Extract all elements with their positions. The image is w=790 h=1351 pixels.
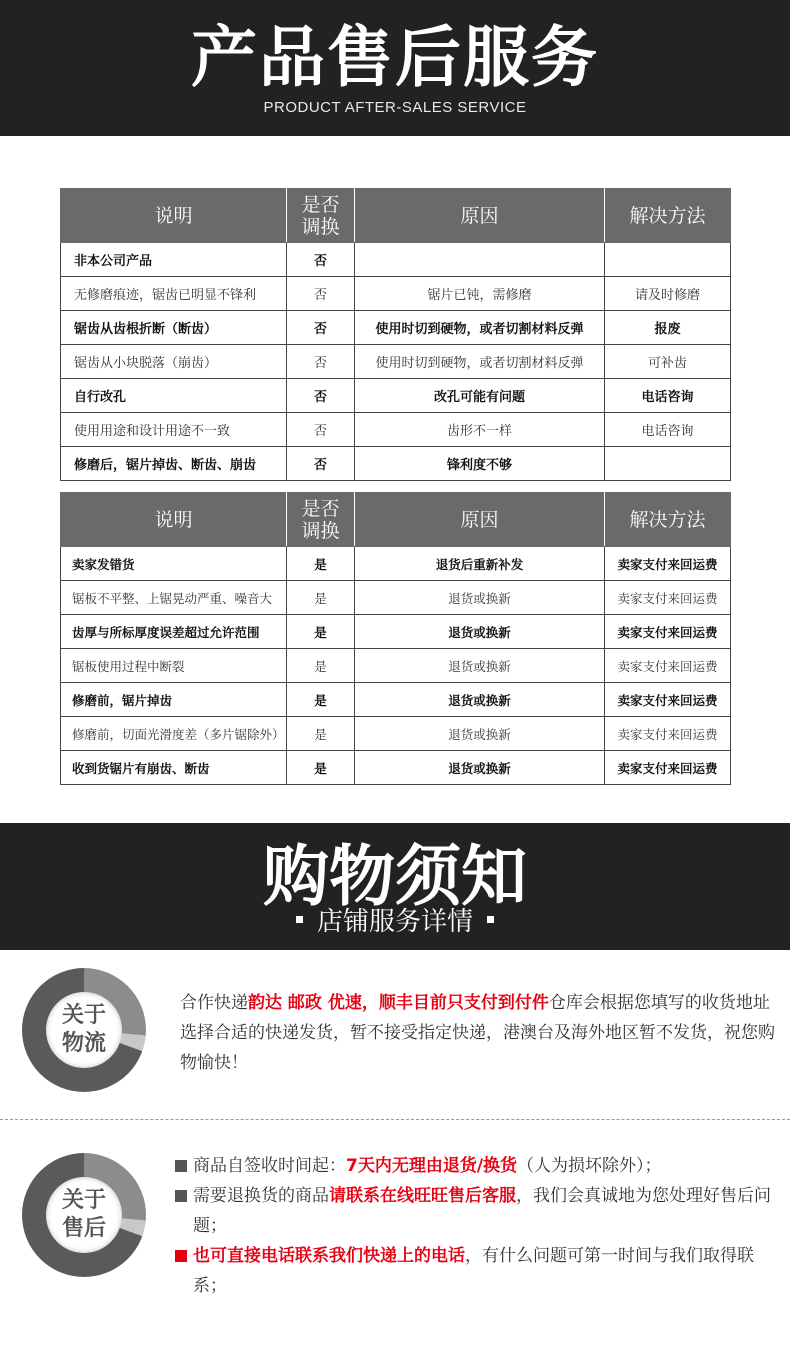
- cell-solution: 卖家支付来回运费: [605, 683, 731, 717]
- cell-solution: [605, 243, 731, 277]
- service-table-no-exchange: [60, 188, 731, 481]
- cell-exchange: 否: [287, 345, 355, 379]
- square-bullet-icon: [175, 1190, 187, 1202]
- cell-description: 修磨前，切面光滑度差（多片锯除外）: [61, 717, 287, 751]
- cell-exchange: 否: [287, 311, 355, 345]
- cell-description: 非本公司产品: [61, 243, 287, 277]
- cell-exchange: 是: [287, 649, 355, 683]
- cell-description: 无修磨痕迹，锯齿已明显不锋利: [61, 277, 287, 311]
- cell-exchange: 是: [287, 683, 355, 717]
- table-row: [61, 615, 731, 649]
- after-sales-banner: [0, 0, 790, 136]
- header-description: 说明: [61, 493, 287, 547]
- cell-description: 修磨前，锯片掉齿: [61, 683, 287, 717]
- header-exchange: 是否调换: [287, 189, 355, 243]
- cell-solution: 电话咨询: [605, 379, 731, 413]
- cell-reason: 锋利度不够: [355, 447, 605, 481]
- dashed-divider: [0, 1119, 790, 1120]
- logistics-text: 合作快递韵达 邮政 优速，顺丰目前只支付到付件仓库会根据您填写的收货地址选择合适的快递发货，暂不接受指定快递，港澳台及海外地区暂不发货，祝您购物愉快！: [180, 993, 775, 1073]
- cell-description: 自行改孔: [61, 379, 287, 413]
- aftersale-bullets: [173, 1151, 783, 1301]
- table-row: [61, 277, 731, 311]
- logistics-label-line1: 关于: [61, 1003, 106, 1028]
- table-row: [61, 379, 731, 413]
- cell-solution: 卖家支付来回运费: [605, 547, 731, 581]
- table-row: [61, 547, 731, 581]
- aftersale-ring-icon: [22, 1153, 146, 1277]
- cell-solution: [605, 447, 731, 481]
- table-row: [61, 447, 731, 481]
- header-description: 说明: [61, 189, 287, 243]
- courier-highlight: 韵达 邮政 优速，顺丰目前只支付到付件: [248, 993, 549, 1013]
- list-item: 需要退换货的商品请联系在线旺旺售后客服，我们会真诚地为您处理好售后问题；: [173, 1181, 783, 1241]
- after-sales-subtitle: PRODUCT AFTER-SALES SERVICE: [263, 99, 527, 116]
- table-row: [61, 649, 731, 683]
- cell-reason: 退货或换新: [355, 581, 605, 615]
- cell-reason: 退货后重新补发: [355, 547, 605, 581]
- cell-solution: 卖家支付来回运费: [605, 751, 731, 785]
- cell-description: 锯齿从齿根折断（断齿）: [61, 311, 287, 345]
- cell-exchange: 否: [287, 447, 355, 481]
- square-bullet-icon: [175, 1160, 187, 1172]
- cell-reason: 使用时切到硬物，或者切割材料反弹: [355, 311, 605, 345]
- cell-description: 锯齿从小块脱落（崩齿）: [61, 345, 287, 379]
- table-row: [61, 751, 731, 785]
- header-solution: 解决方法: [605, 189, 731, 243]
- square-bullet-icon: [487, 916, 494, 923]
- table-row: [61, 345, 731, 379]
- square-bullet-icon: [296, 916, 303, 923]
- cell-description: 锯板不平整、上锯晃动严重、噪音大: [61, 581, 287, 615]
- after-sales-title: 产品售后服务: [191, 19, 599, 96]
- cell-reason: 退货或换新: [355, 649, 605, 683]
- aftersale-label-line1: 关于: [61, 1188, 106, 1213]
- cell-exchange: 否: [287, 277, 355, 311]
- cell-description: 修磨后，锯片掉齿、断齿、崩齿: [61, 447, 287, 481]
- service-table-exchange: [60, 492, 731, 785]
- list-item: 也可直接电话联系我们快递上的电话，有什么问题可第一时间与我们取得联系；: [173, 1241, 783, 1301]
- cell-solution: 卖家支付来回运费: [605, 615, 731, 649]
- cell-solution: 卖家支付来回运费: [605, 581, 731, 615]
- aftersale-label-line2: 售后: [61, 1216, 106, 1241]
- logistics-ring-icon: [22, 968, 146, 1092]
- cell-exchange: 是: [287, 751, 355, 785]
- cell-reason: [355, 243, 605, 277]
- cell-solution: 可补齿: [605, 345, 731, 379]
- table-row: [61, 243, 731, 277]
- shopping-notice-banner: [0, 823, 790, 950]
- cell-exchange: 是: [287, 615, 355, 649]
- list-item: 商品自签收时间起：7天内无理由退货/换货（人为损坏除外）；: [173, 1151, 783, 1181]
- header-solution: 解决方法: [605, 493, 731, 547]
- cell-reason: 使用时切到硬物，或者切割材料反弹: [355, 345, 605, 379]
- cell-reason: 退货或换新: [355, 683, 605, 717]
- header-reason: 原因: [355, 493, 605, 547]
- cell-exchange: 是: [287, 547, 355, 581]
- table-row: [61, 581, 731, 615]
- cell-solution: 报废: [605, 311, 731, 345]
- cell-description: 使用用途和设计用途不一致: [61, 413, 287, 447]
- cell-description: 锯板使用过程中断裂: [61, 649, 287, 683]
- cell-exchange: 否: [287, 243, 355, 277]
- cell-description: 齿厚与所标厚度误差超过允许范围: [61, 615, 287, 649]
- logistics-label-line2: 物流: [61, 1031, 106, 1056]
- square-bullet-icon: [175, 1250, 187, 1262]
- cell-exchange: 是: [287, 717, 355, 751]
- shopping-notice-title: 购物须知: [263, 838, 527, 915]
- cell-solution: 卖家支付来回运费: [605, 717, 731, 751]
- table-header-row: [61, 189, 731, 243]
- cell-reason: 锯片已钝，需修磨: [355, 277, 605, 311]
- table-row: [61, 413, 731, 447]
- cell-exchange: 否: [287, 413, 355, 447]
- cell-solution: 卖家支付来回运费: [605, 649, 731, 683]
- cell-solution: 请及时修磨: [605, 277, 731, 311]
- header-exchange: 是否调换: [287, 493, 355, 547]
- header-reason: 原因: [355, 189, 605, 243]
- cell-exchange: 否: [287, 379, 355, 413]
- cell-reason: 改孔可能有问题: [355, 379, 605, 413]
- cell-reason: 退货或换新: [355, 615, 605, 649]
- cell-solution: 电话咨询: [605, 413, 731, 447]
- cell-exchange: 是: [287, 581, 355, 615]
- cell-reason: 退货或换新: [355, 717, 605, 751]
- cell-reason: 齿形不一样: [355, 413, 605, 447]
- cell-description: 收到货锯片有崩齿、断齿: [61, 751, 287, 785]
- cell-description: 卖家发错货: [61, 547, 287, 581]
- table-row: [61, 311, 731, 345]
- table-row: [61, 683, 731, 717]
- table-row: [61, 717, 731, 751]
- cell-reason: 退货或换新: [355, 751, 605, 785]
- table-header-row: [61, 493, 731, 547]
- store-service-subtitle: 店铺服务详情: [0, 905, 790, 939]
